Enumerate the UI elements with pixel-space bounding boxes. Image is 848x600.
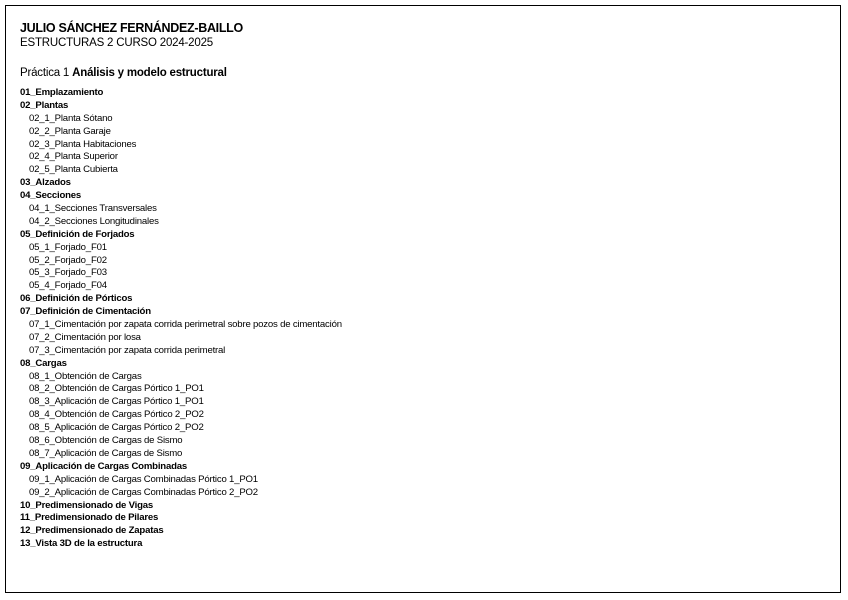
toc-section: 05_Definición de Forjados [20,228,135,240]
toc-section: 06_Definición de Pórticos [20,293,133,305]
toc-subsection: 02_1_Planta Sótano [29,112,113,124]
toc-subsection: 02_4_Planta Superior [29,151,118,163]
toc-section: 07_Definición de Cimentación [20,306,151,318]
toc-subsection: 02_2_Planta Garaje [29,125,111,137]
toc-subsection: 08_6_Obtención de Cargas de Sismo [29,435,183,447]
toc-subsection: 04_2_Secciones Longitudinales [29,215,159,227]
author-name: JULIO SÁNCHEZ FERNÁNDEZ-BAILLO [20,21,243,35]
toc-subsection: 08_3_Aplicación de Cargas Pórtico 1_PO1 [29,396,204,408]
toc-subsection: 02_3_Planta Habitaciones [29,138,137,150]
toc-subsection: 07_2_Cimentación por losa [29,331,141,343]
toc-subsection: 05_3_Forjado_F03 [29,267,107,279]
practice-heading [20,67,227,79]
toc-section: 12_Predimensionado de Zapatas [20,525,164,537]
toc-section: 11_Predimensionado de Pilares [20,512,159,524]
toc-section: 08_Cargas [20,357,67,369]
toc-section: 03_Alzados [20,177,71,189]
toc-subsection: 07_1_Cimentación por zapata corrida perimetral sobre pozos de cimentación [29,319,342,331]
toc-section: 01_Emplazamiento [20,87,104,98]
toc-section: 04_Secciones [20,190,82,202]
toc-subsection: 08_4_Obtención de Cargas Pórtico 2_PO2 [29,409,204,421]
toc-subsection: 05_1_Forjado_F01 [29,241,107,253]
toc-section: 02_Plantas [20,99,69,111]
toc-subsection: 08_2_Obtención de Cargas Pórtico 1_PO1 [29,383,204,395]
toc-subsection: 04_1_Secciones Transversales [29,203,157,215]
toc-subsection: 09_1_Aplicación de Cargas Combinadas Pórtico 1_PO1 [29,473,258,485]
toc-subsection: 05_2_Forjado_F02 [29,254,107,266]
toc-subsection: 05_4_Forjado_F04 [29,280,107,292]
toc-subsection: 08_1_Obtención de Cargas [29,370,142,382]
toc-subsection: 07_3_Cimentación por zapata corrida perimetral [29,344,226,356]
practice-title: Análisis y modelo estructural [72,67,227,79]
toc-subsection: 09_2_Aplicación de Cargas Combinadas Pórtico 2_PO2 [29,486,258,498]
toc-subsection: 02_5_Planta Cubierta [29,164,118,176]
toc-subsection: 08_5_Aplicación de Cargas Pórtico 2_PO2 [29,422,204,434]
toc-section: 10_Predimensionado de Vigas [20,499,154,511]
course-title: ESTRUCTURAS 2 CURSO 2024-2025 [20,37,213,49]
toc-subsection: 08_7_Aplicación de Cargas de Sismo [29,447,183,459]
toc-section: 13_Vista 3D de la estructura [20,538,143,550]
toc-section: 09_Aplicación de Cargas Combinadas [20,460,188,472]
table-of-contents [20,87,342,551]
document-page [5,5,841,593]
practice-label: Práctica 1 [20,67,70,79]
